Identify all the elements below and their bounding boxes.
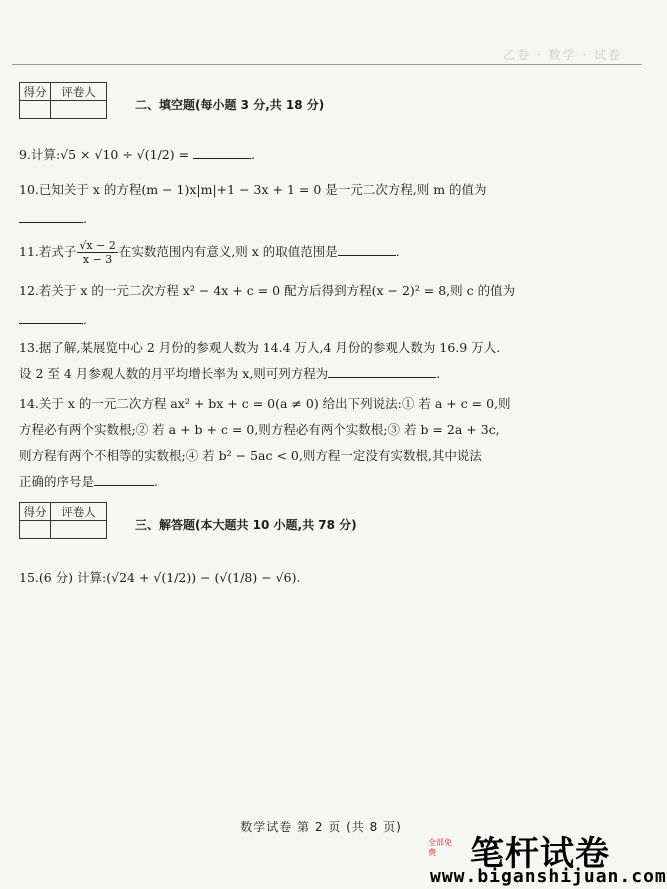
question-10-line2: . [19, 210, 87, 226]
score-box-section3 [19, 502, 107, 539]
score-box-section2 [19, 82, 107, 119]
q11-fraction [77, 240, 117, 265]
page-footer: 数学试卷 第 2 页 (共 8 页) [240, 820, 402, 834]
grader-cell [51, 101, 107, 119]
question-13-line1: 13.据了解,某展览中心 2 月份的参观人数为 14.4 万人,4 月份的参观人数为 16.9 万人. [19, 340, 501, 355]
question-14-line2: 方程必有两个实数根;② 若 a + b + c = 0,则方程必有两个实数根;③ 若 b = 2a + 3c, [19, 422, 500, 437]
grader-cell [51, 521, 107, 539]
q11-suffix: 在实数范围内有意义,则 x 的取值范围是 [118, 244, 338, 259]
top-rule [12, 64, 642, 65]
section3-title: 三、解答题(本大题共 10 小题,共 78 分) [135, 518, 357, 532]
question-14-line1: 14.关于 x 的一元二次方程 ax² + bx + c = 0(a ≠ 0) 给出下列说法:① 若 a + c = 0,则 [19, 396, 511, 411]
section2-title: 二、填空题(每小题 3 分,共 18 分) [135, 98, 325, 112]
q11-frac-num: √x − 2 [79, 239, 116, 252]
question-15: 15.(6 分) 计算:(√24 + √(1/2)) − (√(1/8) − √6). [19, 570, 301, 585]
question-11: 11.若式子 $\frac{√x - 2}{x - 3}$ 在实数范围内有意义,则 x 的取值范围是 . [19, 239, 400, 266]
q9-number: 9. [19, 147, 31, 162]
grader-label: 评卷人 [51, 83, 107, 101]
question-9: 9.计算:√5 × √10 ÷ √(1/2) = . [19, 147, 256, 162]
question-14-line3: 则方程有两个不相等的实数根;④ 若 b² − 5ac < 0,则方程一定没有实数根,其中说法 [19, 448, 482, 463]
watermark-tag: 全部免费 [428, 838, 452, 857]
q11-answer-blank[interactable] [338, 243, 396, 256]
q11-prefix: 11.若式子 [19, 244, 77, 259]
q13-line2-text: 设 2 至 4 月参观人数的月平均增长率为 x,则可列方程为 [19, 366, 329, 381]
question-14-line4: 正确的序号是 . [19, 474, 158, 489]
question-10-line1: 10.已知关于 x 的方程(m − 1)x|m|+1 − 3x + 1 = 0 是一元二次方程,则 m 的值为 [19, 182, 487, 197]
q14-line4-text: 正确的序号是 [19, 474, 95, 489]
watermark-title: 笔杆试卷 [470, 834, 610, 874]
q12-answer-blank[interactable] [19, 311, 83, 324]
score-cell [20, 101, 51, 119]
watermark-url[interactable]: www.biganshijuan.com [430, 866, 667, 887]
question-13-line2: 设 2 至 4 月参观人数的月平均增长率为 x,则可列方程为 . [19, 366, 441, 381]
question-12-line1: 12.若关于 x 的一元二次方程 x² − 4x + c = 0 配方后得到方程(x − 2)² = 8,则 c 的值为 [19, 283, 516, 298]
q11-frac-den: x − 3 [82, 253, 113, 266]
score-cell [20, 521, 51, 539]
score-label: 得分 [20, 83, 51, 101]
question-12-line2: . [19, 311, 87, 327]
q14-answer-blank[interactable] [94, 473, 154, 486]
header-faint-text: 乙卷 · 数学 · 试卷 [503, 48, 622, 62]
score-label: 得分 [20, 503, 51, 521]
grader-label: 评卷人 [51, 503, 107, 521]
q10-answer-blank[interactable] [19, 210, 83, 223]
q9-answer-blank[interactable] [193, 146, 251, 159]
q9-text: 计算:√5 × √10 ÷ √(1/2) = [30, 147, 190, 162]
q13-answer-blank[interactable] [328, 365, 436, 378]
